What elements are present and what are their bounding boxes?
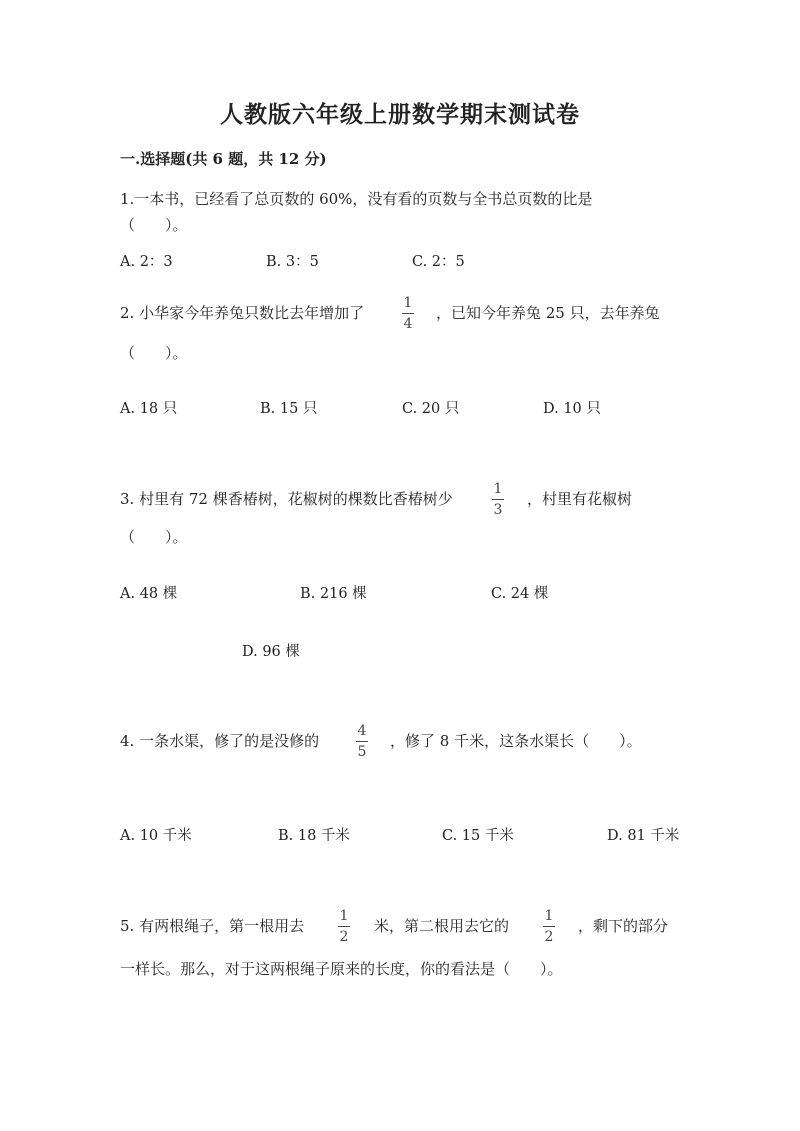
question-3-option-b: B. 216 棵 — [300, 586, 367, 602]
question-2-fraction — [402, 295, 414, 332]
fraction-bar — [543, 926, 555, 927]
question-5-text-mid: 米，第二根用去它的 — [374, 917, 510, 935]
question-2-option-a: A. 18 只 — [120, 401, 178, 417]
question-4-option-a: A. 10 千米 — [120, 828, 192, 844]
question-2-option-c: C. 20 只 — [402, 401, 460, 417]
question-4-option-b: B. 18 千米 — [278, 828, 350, 844]
question-4-option-c: C. 15 千米 — [442, 828, 514, 844]
question-5-fraction-1 — [338, 908, 350, 945]
fraction-numerator: 1 — [403, 295, 413, 311]
fraction-bar — [338, 926, 350, 927]
question-3-option-c: C. 24 棵 — [491, 586, 549, 602]
question-1-text: 1.一本书，已经看了总页数的 60%，没有看的页数与全书总页数的比是 — [120, 190, 593, 208]
fraction-numerator: 4 — [357, 723, 367, 739]
question-1-option-a: A. 2：3 — [120, 254, 173, 270]
question-3-blank: （ ）。 — [120, 528, 188, 546]
question-4-option-d: D. 81 千米 — [607, 828, 680, 844]
question-3-option-d: D. 96 棵 — [242, 644, 300, 660]
fraction-numerator: 1 — [544, 908, 554, 924]
question-5-text-cont: ，剩下的部分 — [578, 917, 669, 935]
question-1-option-c: C. 2：5 — [412, 254, 465, 270]
fraction-numerator: 1 — [339, 908, 349, 924]
question-3-fraction — [492, 481, 504, 518]
question-1-blank: （ ）。 — [120, 216, 188, 234]
question-5-text: 5. 有两根绳子，第一根用去 — [120, 917, 305, 935]
question-5-fraction-2 — [543, 908, 555, 945]
question-4-fraction — [356, 723, 368, 760]
question-3-text: 3. 村里有 72 棵香椿树，花椒树的棵数比香椿树少 — [120, 490, 453, 508]
fraction-bar — [356, 741, 368, 742]
fraction-bar — [402, 313, 414, 314]
question-2-text-cont: ，已知今年养兔 25 只，去年养兔 — [436, 304, 660, 322]
fraction-numerator: 1 — [493, 481, 503, 497]
question-2-text: 2. 小华家今年养兔只数比去年增加了 — [120, 304, 365, 322]
fraction-denominator: 2 — [544, 929, 554, 945]
section-heading: 一.选择题(共 6 题，共 12 分) — [120, 150, 327, 168]
fraction-bar — [492, 499, 504, 500]
question-3-text-cont: ，村里有花椒树 — [527, 490, 633, 508]
page-title: 人教版六年级上册数学期末测试卷 — [220, 101, 580, 128]
question-3-option-a: A. 48 棵 — [120, 586, 178, 602]
question-1-option-b: B. 3：5 — [266, 254, 319, 270]
question-5-line2: 一样长。那么，对于这两根绳子原来的长度，你的看法是（ ）。 — [120, 960, 563, 978]
question-2-option-b: B. 15 只 — [260, 401, 318, 417]
fraction-denominator: 4 — [403, 316, 413, 332]
fraction-denominator: 5 — [357, 744, 367, 760]
question-2-blank: （ ）。 — [120, 344, 188, 362]
question-2-option-d: D. 10 只 — [543, 401, 601, 417]
fraction-denominator: 3 — [493, 502, 503, 518]
fraction-denominator: 2 — [339, 929, 349, 945]
question-4-text-cont: ，修了 8 千米，这条水渠长（ ）。 — [390, 732, 642, 750]
question-4-text: 4. 一条水渠，修了的是没修的 — [120, 732, 320, 750]
